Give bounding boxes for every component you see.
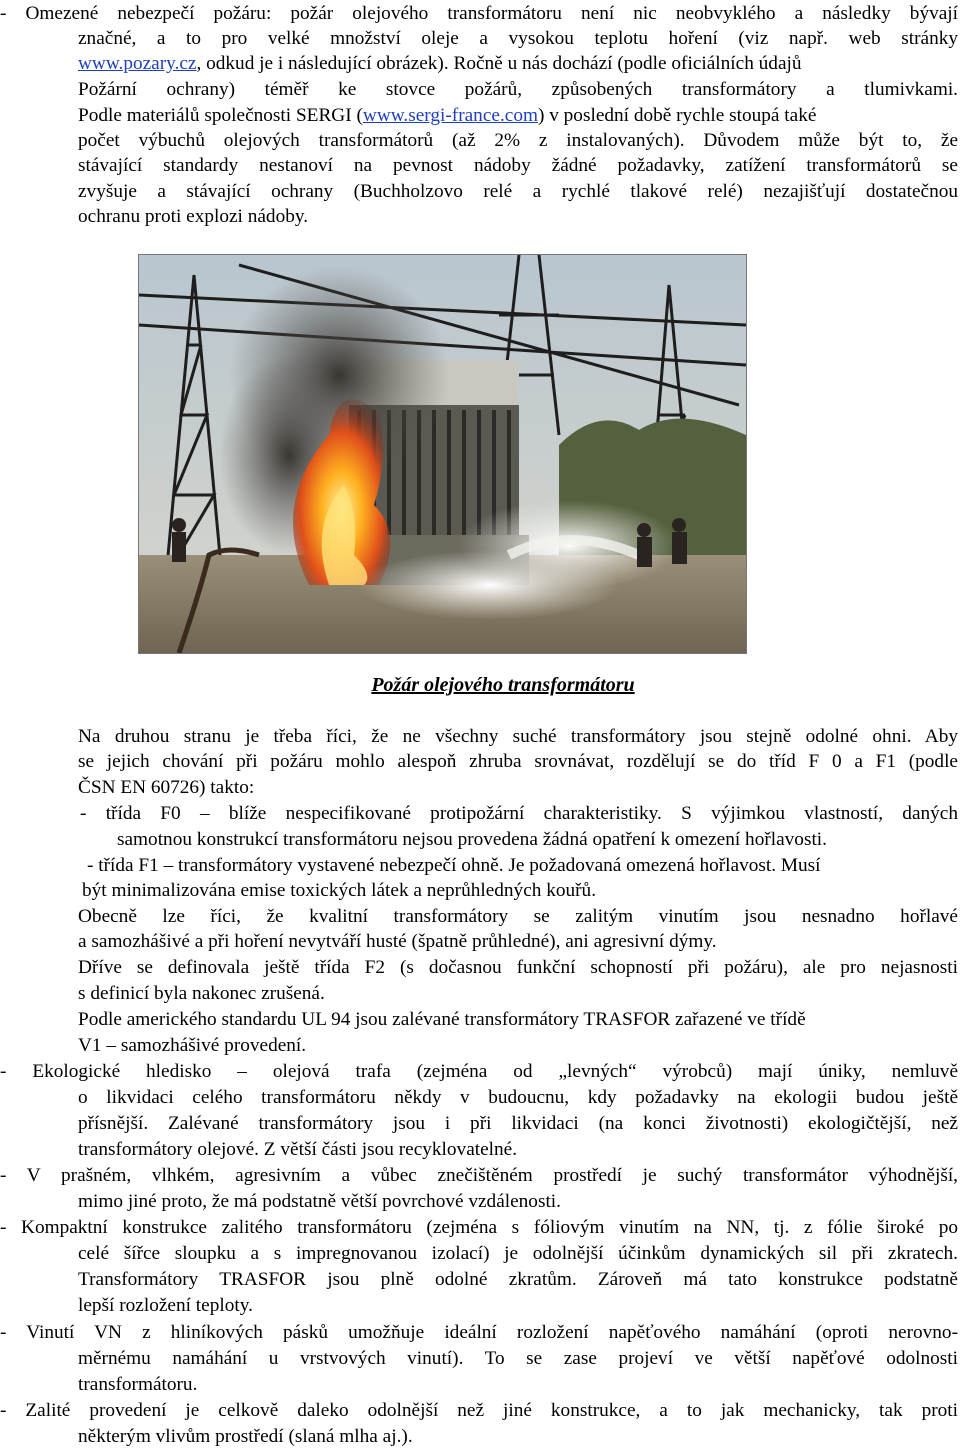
text-line: být minimalizována emise toxických látek a neprůhledných kouřů.: [82, 880, 597, 901]
text-line: ochranu proti explozi nádoby.: [78, 206, 309, 227]
text-line: mimo jiné proto, že má podstatně větší povrchové vzdálenosti.: [78, 1191, 561, 1212]
text-line: transformátoru.: [78, 1374, 198, 1395]
text-line: ČSN EN 60726) takto:: [78, 777, 255, 798]
text-line: Požární ochrany) téměř ke stovce požárů, způsobených transformátory a tlumivkami.: [78, 79, 958, 100]
text-line: značné, a to pro velké množství oleje a vysokou teplotu hoření (viz např. web stránky: [78, 28, 958, 49]
text-line: Podle materiálů společnosti SERGI (www.sergi-france.com) v poslední době rychle stoupá také: [78, 105, 817, 126]
text-line: Na druhou stranu je třeba říci, že ne všechny suché transformátory jsou stejně odolné ohni. Aby: [78, 726, 958, 747]
text-line: měrnému namáhání u vrstvových vinutí). To se zase projeví ve větší napěťové odolnosti: [78, 1348, 958, 1369]
text-line: celé šířce sloupku a s impregnovanou izolací) je odolnější účinkům dynamických sil při zkratech.: [78, 1243, 958, 1264]
text-line: transformátory olejové. Z větší části jsou recyklovatelné.: [78, 1139, 518, 1160]
text-line: některým vlivům prostředí (slaná mlha aj.).: [78, 1426, 413, 1447]
text-line: V1 – samozhášivé provedení.: [78, 1035, 307, 1056]
text-line: se jejich chování při požáru mohlo alespoň zhruba srovnávat, rozdělují se do tříd F 0 a F1 (podle: [78, 751, 958, 772]
text-line: Obecně lze říci, že kvalitní transformátory se zalitým vinutím jsou nesnadno hořlavé: [78, 906, 958, 927]
link-pozary[interactable]: www.pozary.cz: [78, 53, 197, 74]
transformer-fire-photo: [138, 254, 747, 654]
text-line: - Vinutí VN z hliníkových pásků umožňuje ideální rozložení napěťového namáhání (oproti nerovno-: [0, 1322, 958, 1343]
text-line: - Zalité provedení je celkově daleko odolnější než jiné konstrukce, a to jak mechanicky, tak proti: [0, 1400, 958, 1421]
text-line: o likvidaci celého transformátoru někdy v budoucnu, kdy požadavky na ekologii budou ještě: [78, 1087, 958, 1108]
text-line: - Omezené nebezpečí požáru: požár olejového transformátoru není nic neobvyklého a následky bývají: [0, 3, 958, 24]
text-line: stávající standardy nestanoví na pevnost nádoby žádné požadavky, zatížení transformátorů se: [78, 155, 958, 176]
text-line: Dříve se definovala ještě třída F2 (s dočasnou funkční schopností při požáru), ale pro nejasnosti: [78, 957, 958, 978]
text-line: zvyšuje a stávající ochrany (Buchholzovo relé a rychlé tlakové relé) nezajišťují dostatečnou: [78, 181, 958, 202]
link-sergi[interactable]: www.sergi-france.com: [362, 105, 538, 126]
text-line: - třída F1 – transformátory vystavené nebezpečí ohně. Je požadovaná omezená hořlavost. Musí: [87, 855, 821, 876]
text-line: Transformátory TRASFOR jsou plně odolné zkratům. Zároveň má tato konstrukce podstatně: [78, 1269, 958, 1290]
text-line: s definicí byla nakonec zrušená.: [78, 983, 325, 1004]
text-line: lepší rozložení teploty.: [78, 1295, 253, 1316]
text-line: samotnou konstrukcí transformátoru nejsou provedena žádná opatření k omezení hořlavosti.: [117, 829, 827, 850]
text-line: - Kompaktní konstrukce zalitého transformátoru (zejména s fóliovým vinutím na NN, tj. z fólie široké po: [0, 1217, 958, 1238]
text-line: www.pozary.cz, odkud je i následující obrázek). Ročně u nás dochází (podle oficiálních údajů: [78, 53, 802, 74]
text-line: přísnější. Zalévané transformátory jsou i při likvidaci (na konci životnosti) ekologičtější, než: [78, 1113, 958, 1134]
figure-caption: Požár olejového transformátoru: [371, 674, 635, 696]
text-line: a samozhášivé a při hoření nevytváří husté (špatně průhledné), ani agresivní dýmy.: [78, 931, 717, 952]
text-line: počet výbuchů olejových transformátorů (až 2% z instalovaných). Důvodem může být to, že: [78, 130, 958, 151]
text-line: - V prašném, vlhkém, agresivním a vůbec znečištěném prostředí je suchý transformátor výhodnější,: [0, 1165, 958, 1186]
text-line: - třída F0 – blíže nespecifikované protipožární charakteristiky. S výjimkou vlastností, daných: [80, 803, 958, 824]
text-line: Podle amerického standardu UL 94 jsou zalévané transformátory TRASFOR zařazené ve třídě: [78, 1009, 806, 1030]
text-line: - Ekologické hledisko – olejová trafa (zejména od „levných“ výrobců) mají úniky, nemluvě: [0, 1061, 958, 1082]
